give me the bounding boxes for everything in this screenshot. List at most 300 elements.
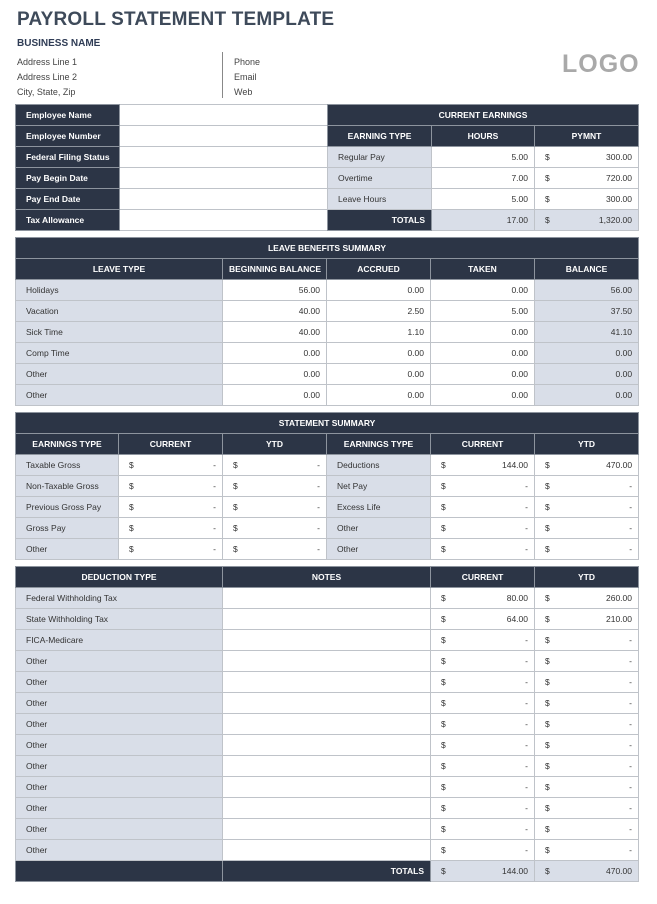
currency-symbol: $ <box>545 803 550 813</box>
deduction-type-cell: Other <box>16 777 223 798</box>
ytd-amount: - <box>317 502 320 512</box>
current-amount: - <box>525 698 528 708</box>
table-row <box>16 693 639 714</box>
current-amount: 144.00 <box>502 460 528 470</box>
ytd-cell[interactable] <box>223 455 327 476</box>
accrued-cell[interactable]: 0.00 <box>327 280 431 301</box>
beginning-balance-cell[interactable]: 40.00 <box>223 322 327 343</box>
ytd-cell[interactable] <box>535 518 639 539</box>
leave-type-cell: Holidays <box>16 280 223 301</box>
deduction-type-cell: Other <box>16 672 223 693</box>
currency-symbol: $ <box>441 614 446 624</box>
ytd-cell[interactable] <box>223 497 327 518</box>
currency-symbol: $ <box>545 719 550 729</box>
table-row <box>328 168 639 189</box>
table-row <box>16 497 639 518</box>
balance-cell: 56.00 <box>535 280 639 301</box>
taken-cell[interactable]: 0.00 <box>431 364 535 385</box>
ytd-cell[interactable] <box>223 518 327 539</box>
current-amount: - <box>213 523 216 533</box>
currency-symbol: $ <box>233 460 238 470</box>
table-row <box>16 672 639 693</box>
payment-amount: 720.00 <box>606 173 633 183</box>
taken-cell[interactable]: 0.00 <box>431 385 535 406</box>
current-amount: - <box>525 656 528 666</box>
ytd-amount: 470.00 <box>606 460 633 470</box>
beginning-balance-cell[interactable]: 40.00 <box>223 301 327 322</box>
column-header: ACCRUED <box>327 259 431 280</box>
current-amount: - <box>213 544 216 554</box>
currency-symbol: $ <box>441 824 446 834</box>
table-row <box>16 322 639 343</box>
earnings-type-cell: Other <box>16 539 119 560</box>
column-header: BALANCE <box>535 259 639 280</box>
currency-symbol: $ <box>545 677 550 687</box>
ytd-amount: - <box>317 460 320 470</box>
currency-symbol: $ <box>129 460 134 470</box>
table-row <box>16 756 639 777</box>
earning-type-cell: Leave Hours <box>328 189 432 210</box>
currency-symbol: $ <box>545 761 550 771</box>
taken-cell[interactable]: 0.00 <box>431 280 535 301</box>
column-header: EARNINGS TYPE <box>327 434 431 455</box>
total-current-amount: 144.00 <box>502 866 528 876</box>
ytd-amount: - <box>629 824 632 834</box>
ytd-cell[interactable] <box>535 588 639 609</box>
ytd-amount: - <box>629 481 633 491</box>
payment-cell[interactable] <box>535 189 639 210</box>
taken-cell[interactable]: 5.00 <box>431 301 535 322</box>
leave-benefits-title: LEAVE BENEFITS SUMMARY <box>16 238 639 259</box>
ytd-cell[interactable] <box>535 651 639 672</box>
current-cell[interactable] <box>431 777 535 798</box>
currency-symbol: $ <box>545 866 550 876</box>
current-cell[interactable] <box>431 476 535 497</box>
accrued-cell[interactable]: 2.50 <box>327 301 431 322</box>
ytd-cell[interactable] <box>535 630 639 651</box>
current-amount: - <box>525 782 528 792</box>
currency-symbol: $ <box>545 481 550 491</box>
currency-symbol: $ <box>545 824 550 834</box>
ytd-amount: - <box>629 845 632 855</box>
currency-symbol: $ <box>441 845 446 855</box>
payment-cell[interactable] <box>535 147 639 168</box>
table-row <box>16 588 639 609</box>
total-hours: 17.00 <box>432 210 535 231</box>
table-row <box>16 630 639 651</box>
table-row <box>16 819 639 840</box>
beginning-balance-cell[interactable]: 0.00 <box>223 364 327 385</box>
currency-symbol: $ <box>441 719 446 729</box>
column-header: DEDUCTION TYPE <box>16 567 223 588</box>
table-row <box>16 476 639 497</box>
currency-symbol: $ <box>441 502 446 512</box>
current-cell[interactable] <box>119 476 223 497</box>
leave-benefits-table <box>15 237 639 406</box>
table-row <box>16 518 639 539</box>
table-row <box>16 385 639 406</box>
employee-field-label: Pay End Date <box>16 189 120 210</box>
deduction-type-cell: Other <box>16 819 223 840</box>
currency-symbol: $ <box>441 782 446 792</box>
balance-cell: 0.00 <box>535 385 639 406</box>
employee-field-label: Federal Filing Status <box>16 147 120 168</box>
ytd-amount: - <box>629 523 633 533</box>
column-header: YTD <box>223 434 327 455</box>
hours-cell[interactable]: 7.00 <box>432 168 535 189</box>
ytd-cell[interactable] <box>535 735 639 756</box>
employee-field-label: Pay Begin Date <box>16 168 120 189</box>
currency-symbol: $ <box>545 194 550 204</box>
pay-end-date-input[interactable] <box>120 189 328 210</box>
currency-symbol: $ <box>545 740 550 750</box>
currency-symbol: $ <box>545 544 550 554</box>
currency-symbol: $ <box>441 523 446 533</box>
totals-row <box>16 861 639 882</box>
contact-phone: Phone <box>234 57 261 67</box>
current-cell[interactable] <box>431 819 535 840</box>
column-header: YTD <box>535 434 639 455</box>
currency-symbol: $ <box>545 460 550 470</box>
currency-symbol: $ <box>441 460 446 470</box>
notes-cell[interactable] <box>223 609 431 630</box>
totals-label: TOTALS <box>223 861 431 882</box>
address-line-1: Address Line 1 <box>17 57 78 67</box>
current-cell[interactable] <box>431 672 535 693</box>
current-cell[interactable] <box>431 735 535 756</box>
current-amount: - <box>525 677 528 687</box>
total-payment <box>535 210 639 231</box>
notes-cell[interactable] <box>223 819 431 840</box>
current-amount: 64.00 <box>506 614 528 624</box>
business-name: BUSINESS NAME <box>17 38 101 49</box>
leave-type-cell: Sick Time <box>16 322 223 343</box>
ytd-cell[interactable] <box>535 693 639 714</box>
accrued-cell[interactable]: 0.00 <box>327 385 431 406</box>
ytd-cell[interactable] <box>535 609 639 630</box>
column-header: TAKEN <box>431 259 535 280</box>
ytd-amount: - <box>629 677 632 687</box>
ytd-cell[interactable] <box>535 756 639 777</box>
current-cell[interactable] <box>431 630 535 651</box>
earning-type-cell: Regular Pay <box>328 147 432 168</box>
column-header: CURRENT <box>119 434 223 455</box>
table-row <box>16 343 639 364</box>
deduction-type-cell: Other <box>16 735 223 756</box>
currency-symbol: $ <box>441 593 446 603</box>
table-row <box>16 735 639 756</box>
table-row <box>328 147 639 168</box>
hours-cell[interactable]: 5.00 <box>432 189 535 210</box>
ytd-amount: - <box>317 544 320 554</box>
current-cell[interactable] <box>119 455 223 476</box>
ytd-amount: 210.00 <box>606 614 632 624</box>
ytd-amount: - <box>629 782 632 792</box>
current-cell[interactable] <box>431 609 535 630</box>
notes-cell[interactable] <box>223 630 431 651</box>
current-amount: - <box>525 544 528 554</box>
notes-cell[interactable] <box>223 693 431 714</box>
tax-allowance-input[interactable] <box>120 210 328 231</box>
currency-symbol: $ <box>233 523 238 533</box>
currency-symbol: $ <box>545 152 550 162</box>
table-row <box>328 189 639 210</box>
taken-cell[interactable]: 0.00 <box>431 343 535 364</box>
deduction-type-cell: State Withholding Tax <box>16 609 223 630</box>
filing-status-input[interactable] <box>120 147 328 168</box>
beginning-balance-cell[interactable]: 0.00 <box>223 343 327 364</box>
current-amount: - <box>525 803 528 813</box>
ytd-cell[interactable] <box>535 819 639 840</box>
total-payment-amount: 1,320.00 <box>598 215 633 225</box>
leave-type-cell: Vacation <box>16 301 223 322</box>
payment-amount: 300.00 <box>606 152 633 162</box>
currency-symbol: $ <box>441 635 446 645</box>
current-cell[interactable] <box>119 518 223 539</box>
totals-row <box>328 210 639 231</box>
currency-symbol: $ <box>545 698 550 708</box>
current-earnings-title: CURRENT EARNINGS <box>328 105 639 126</box>
balance-cell: 0.00 <box>535 364 639 385</box>
current-cell[interactable] <box>431 455 535 476</box>
current-amount: 80.00 <box>506 593 528 603</box>
deduction-type-cell: FICA-Medicare <box>16 630 223 651</box>
column-header: BEGINNING BALANCE <box>223 259 327 280</box>
table-row <box>16 609 639 630</box>
table-row <box>16 280 639 301</box>
notes-cell[interactable] <box>223 756 431 777</box>
currency-symbol: $ <box>545 173 550 183</box>
current-amount: - <box>525 523 528 533</box>
column-header: PYMNT <box>535 126 639 147</box>
employee-field-label: Employee Name <box>16 105 120 126</box>
notes-cell[interactable] <box>223 798 431 819</box>
beginning-balance-cell[interactable]: 0.00 <box>223 385 327 406</box>
ytd-cell[interactable] <box>535 672 639 693</box>
column-header: EARNINGS TYPE <box>16 434 119 455</box>
currency-symbol: $ <box>545 845 550 855</box>
deduction-type-cell: Federal Withholding Tax <box>16 588 223 609</box>
ytd-cell[interactable] <box>535 455 639 476</box>
current-earnings-table <box>327 104 639 231</box>
currency-symbol: $ <box>545 593 550 603</box>
current-amount: - <box>213 481 216 491</box>
currency-symbol: $ <box>441 740 446 750</box>
current-cell[interactable] <box>431 756 535 777</box>
ytd-cell[interactable] <box>535 777 639 798</box>
beginning-balance-cell[interactable]: 56.00 <box>223 280 327 301</box>
deduction-type-cell: Other <box>16 756 223 777</box>
current-cell[interactable] <box>431 651 535 672</box>
hours-cell[interactable]: 5.00 <box>432 147 535 168</box>
table-row <box>16 364 639 385</box>
column-header: CURRENT <box>431 567 535 588</box>
leave-type-cell: Other <box>16 385 223 406</box>
ytd-cell[interactable] <box>535 714 639 735</box>
pay-begin-date-input[interactable] <box>120 168 328 189</box>
employee-field-label: Tax Allowance <box>16 210 120 231</box>
current-amount: - <box>525 845 528 855</box>
leave-type-cell: Other <box>16 364 223 385</box>
current-cell[interactable] <box>119 539 223 560</box>
earnings-type-cell: Gross Pay <box>16 518 119 539</box>
table-row <box>16 651 639 672</box>
address-city: City, State, Zip <box>17 87 76 97</box>
ytd-amount: - <box>629 502 633 512</box>
currency-symbol: $ <box>233 544 238 554</box>
leave-type-cell: Comp Time <box>16 343 223 364</box>
earnings-type-cell: Deductions <box>327 455 431 476</box>
notes-cell[interactable] <box>223 735 431 756</box>
deduction-type-cell: Other <box>16 651 223 672</box>
page-title: PAYROLL STATEMENT TEMPLATE <box>17 9 335 30</box>
ytd-cell[interactable] <box>535 840 639 861</box>
ytd-amount: - <box>629 803 632 813</box>
currency-symbol: $ <box>441 761 446 771</box>
earnings-type-cell: Excess Life <box>327 497 431 518</box>
current-amount: - <box>213 460 216 470</box>
ytd-cell[interactable] <box>535 798 639 819</box>
current-amount: - <box>525 740 528 750</box>
accrued-cell[interactable]: 0.00 <box>327 364 431 385</box>
contact-email: Email <box>234 72 257 82</box>
column-header: EARNING TYPE <box>328 126 432 147</box>
payment-cell[interactable] <box>535 168 639 189</box>
notes-cell[interactable] <box>223 714 431 735</box>
currency-symbol: $ <box>129 481 134 491</box>
ytd-amount: - <box>629 719 632 729</box>
current-cell[interactable] <box>431 798 535 819</box>
current-cell[interactable] <box>431 840 535 861</box>
column-header: YTD <box>535 567 639 588</box>
logo-placeholder: LOGO <box>562 50 640 78</box>
contact-web: Web <box>234 87 253 97</box>
current-cell[interactable] <box>119 497 223 518</box>
current-amount: - <box>213 502 216 512</box>
deduction-type-cell: Other <box>16 693 223 714</box>
notes-cell[interactable] <box>223 651 431 672</box>
current-cell[interactable] <box>431 693 535 714</box>
currency-symbol: $ <box>545 782 550 792</box>
payment-amount: 300.00 <box>606 194 633 204</box>
employee-number-input[interactable] <box>120 126 328 147</box>
statement-summary-table <box>15 412 639 560</box>
currency-symbol: $ <box>233 502 238 512</box>
currency-symbol: $ <box>441 803 446 813</box>
notes-cell[interactable] <box>223 588 431 609</box>
current-amount: - <box>525 481 528 491</box>
earnings-type-cell: Previous Gross Pay <box>16 497 119 518</box>
table-row <box>16 840 639 861</box>
column-header: NOTES <box>223 567 431 588</box>
notes-cell[interactable] <box>223 777 431 798</box>
table-row <box>16 301 639 322</box>
balance-cell: 41.10 <box>535 322 639 343</box>
current-amount: - <box>525 824 528 834</box>
balance-cell: 37.50 <box>535 301 639 322</box>
currency-symbol: $ <box>545 215 550 225</box>
earnings-type-cell: Other <box>327 518 431 539</box>
notes-cell[interactable] <box>223 840 431 861</box>
current-amount: - <box>525 761 528 771</box>
statement-summary-title: STATEMENT SUMMARY <box>16 413 639 434</box>
currency-symbol: $ <box>441 698 446 708</box>
totals-label: TOTALS <box>328 210 432 231</box>
currency-symbol: $ <box>441 677 446 687</box>
current-amount: - <box>525 502 528 512</box>
column-header: LEAVE TYPE <box>16 259 223 280</box>
ytd-cell[interactable] <box>223 539 327 560</box>
column-header: CURRENT <box>431 434 535 455</box>
address-line-2: Address Line 2 <box>17 72 78 82</box>
employee-name-input[interactable] <box>120 105 328 126</box>
employee-field-label: Employee Number <box>16 126 120 147</box>
table-row <box>16 798 639 819</box>
total-ytd <box>535 861 639 882</box>
earnings-type-cell: Net Pay <box>327 476 431 497</box>
ytd-amount: - <box>317 523 320 533</box>
employee-info-table <box>15 104 328 231</box>
currency-symbol: $ <box>545 523 550 533</box>
current-cell[interactable] <box>431 714 535 735</box>
ytd-amount: - <box>629 544 633 554</box>
ytd-cell[interactable] <box>223 476 327 497</box>
accrued-cell[interactable]: 1.10 <box>327 322 431 343</box>
deduction-type-cell: Other <box>16 798 223 819</box>
balance-cell: 0.00 <box>535 343 639 364</box>
earning-type-cell: Overtime <box>328 168 432 189</box>
table-row <box>16 714 639 735</box>
ytd-cell[interactable] <box>535 476 639 497</box>
current-cell[interactable] <box>431 588 535 609</box>
ytd-cell[interactable] <box>535 497 639 518</box>
currency-symbol: $ <box>545 614 550 624</box>
current-cell[interactable] <box>431 518 535 539</box>
deductions-table <box>15 566 639 882</box>
taken-cell[interactable]: 0.00 <box>431 322 535 343</box>
currency-symbol: $ <box>441 656 446 666</box>
current-cell[interactable] <box>431 539 535 560</box>
currency-symbol: $ <box>441 544 446 554</box>
table-row <box>16 777 639 798</box>
ytd-amount: 260.00 <box>606 593 632 603</box>
ytd-cell[interactable] <box>535 539 639 560</box>
total-ytd-amount: 470.00 <box>606 866 632 876</box>
current-cell[interactable] <box>431 497 535 518</box>
currency-symbol: $ <box>441 481 446 491</box>
currency-symbol: $ <box>545 635 550 645</box>
ytd-amount: - <box>629 740 632 750</box>
table-row <box>16 455 639 476</box>
current-amount: - <box>525 719 528 729</box>
deduction-type-cell: Other <box>16 840 223 861</box>
total-current <box>431 861 535 882</box>
currency-symbol: $ <box>441 866 446 876</box>
header-divider <box>222 52 223 98</box>
currency-symbol: $ <box>545 502 550 512</box>
earnings-type-cell: Non-Taxable Gross <box>16 476 119 497</box>
accrued-cell[interactable]: 0.00 <box>327 343 431 364</box>
earnings-type-cell: Taxable Gross <box>16 455 119 476</box>
business-address <box>17 55 77 100</box>
table-row <box>16 539 639 560</box>
current-amount: - <box>525 635 528 645</box>
notes-cell[interactable] <box>223 672 431 693</box>
deduction-type-cell: Other <box>16 714 223 735</box>
ytd-amount: - <box>317 481 320 491</box>
currency-symbol: $ <box>545 656 550 666</box>
currency-symbol: $ <box>129 544 134 554</box>
